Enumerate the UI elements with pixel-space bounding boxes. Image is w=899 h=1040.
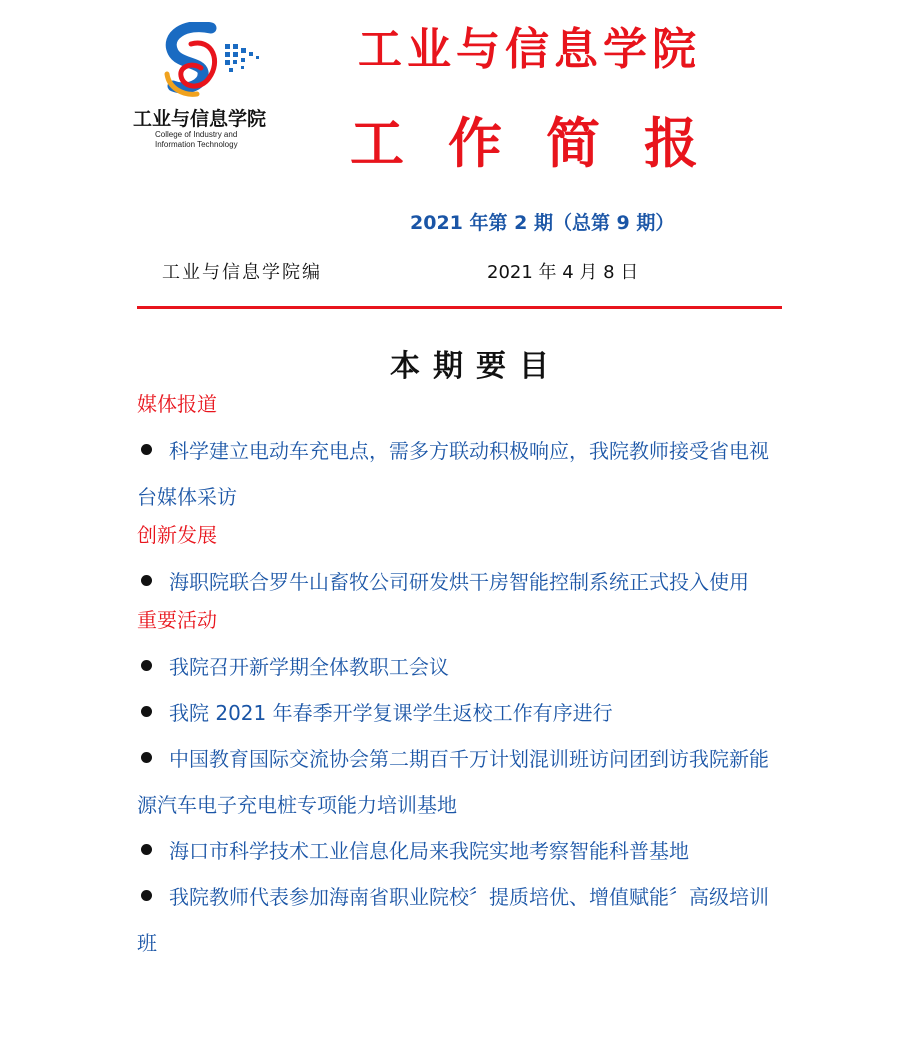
bullet-icon: [141, 444, 152, 455]
editor-line: 工业与信息学院编: [162, 262, 322, 283]
list-item[interactable]: [137, 874, 787, 966]
publish-date: 2021 年 4 月 8 日: [487, 262, 639, 283]
contents-list: [137, 389, 787, 966]
list-item[interactable]: [137, 828, 787, 874]
section-heading-activities: 重要活动: [137, 608, 217, 632]
list-item[interactable]: [137, 736, 787, 828]
item-text: 海职院联合罗牛山畜牧公司研发烘干房智能控制系统正式投入使用: [169, 570, 749, 594]
bullet-icon: [141, 575, 152, 586]
bullet-icon: [141, 660, 152, 671]
item-text: 海口市科学技术工业信息化局来我院实地考察智能科普基地: [169, 839, 689, 863]
list-item[interactable]: [137, 644, 787, 690]
issue-number: 2021 年第 2 期（总第 9 期）: [410, 212, 675, 234]
logo-english-name: [155, 130, 238, 150]
header-divider: [137, 306, 782, 309]
masthead-college-name: 工业与信息学院: [358, 24, 701, 75]
bullet-icon: [141, 752, 152, 763]
college-logo-mark: [155, 22, 265, 102]
bullet-icon: [141, 844, 152, 855]
bullet-icon: [141, 890, 152, 901]
bullet-icon: [141, 706, 152, 717]
masthead-newsletter-title: 工作简报: [350, 111, 742, 175]
section-heading-innovation: 创新发展: [137, 523, 217, 547]
item-text: 我院教师代表参加海南省职业院校〞提质培优、增值赋能〞高级培训班: [137, 885, 769, 955]
logo-english-line-1: College of Industry and: [155, 130, 238, 139]
item-text: 中国教育国际交流协会第二期百千万计划混训班访问团到访我院新能源汽车电子充电桩专项能力培训基地: [137, 747, 769, 817]
item-text: 我院 2021 年春季开学复课学生返校工作有序进行: [169, 701, 613, 725]
item-text: 我院召开新学期全体教职工会议: [169, 655, 449, 679]
section-heading-media: 媒体报道: [137, 392, 217, 416]
list-item[interactable]: [137, 559, 787, 605]
item-text: 科学建立电动车充电点，需多方联动积极响应，我院教师接受省电视台媒体采访: [137, 439, 769, 509]
college-logo: [133, 22, 303, 162]
logo-english-line-2: Information Technology: [155, 140, 238, 149]
contents-title: 本期要目: [390, 349, 562, 384]
logo-chinese-name: 工业与信息学院: [133, 108, 267, 130]
list-item[interactable]: [137, 690, 787, 736]
list-item[interactable]: [137, 428, 787, 520]
